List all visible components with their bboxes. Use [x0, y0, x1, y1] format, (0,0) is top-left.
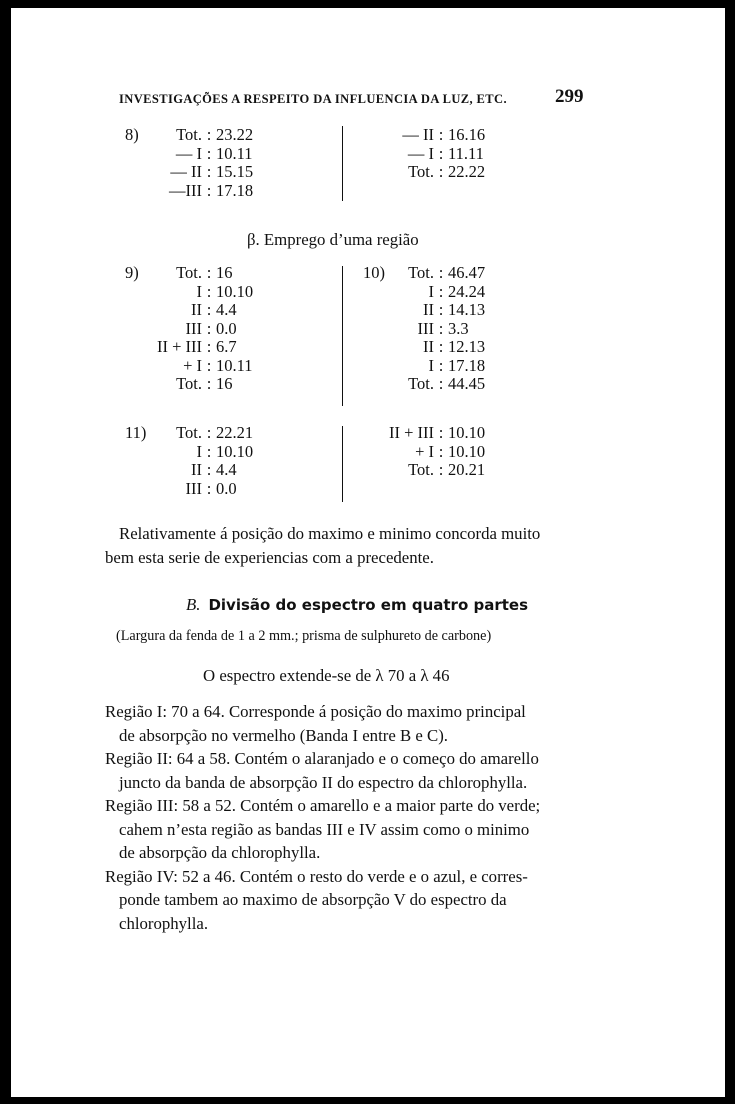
row-value: 4.4 [216, 460, 237, 479]
text-line: Região IV: 52 a 46. Contém o resto do verde e o azul, e corres- [105, 866, 528, 886]
table-left-column [145, 424, 345, 498]
table-row: Tot. : 46.47 [365, 264, 565, 283]
text-line: cahem n’esta região as bandas III e IV assim como o minimo [119, 819, 530, 839]
row-label: I [428, 281, 434, 301]
text-line: Região III: 58 a 52. Contém o amarello e a maior parte do verde; [105, 796, 541, 815]
row-label: II [423, 337, 434, 356]
table-row: II : 4.4 [145, 461, 345, 480]
row-label: — I [175, 143, 202, 163]
row-value: 10.11 [216, 143, 253, 163]
row-value: 20.21 [448, 460, 486, 479]
table-row: — II : 16.16 [371, 126, 571, 145]
table-left-column [145, 126, 365, 200]
table-divider [342, 426, 343, 502]
row-value: 15.15 [216, 162, 254, 181]
table-number: 9) [125, 263, 139, 282]
row-label: Tot. [408, 374, 434, 393]
table-row: I : 10.10 [145, 443, 345, 462]
text-line: juncto da banda de absorpção II do espectro da chlorophylla. [119, 772, 528, 792]
row-value: 0.0 [216, 318, 237, 338]
row-value: 16 [216, 263, 233, 282]
section-heading-b [186, 593, 528, 617]
table-divider [342, 126, 343, 201]
table-row: — I : 11.11 [371, 145, 571, 164]
row-label: II + III [388, 423, 434, 442]
table-row: Tot. : 23.22 [145, 126, 365, 145]
row-label: + I [415, 441, 434, 461]
text-line: Região I: 70 a 64. Corresponde á posição do maximo principal [105, 702, 526, 721]
row-value: 11.11 [448, 143, 484, 163]
row-value: 17.18 [448, 355, 486, 375]
row-label: Tot. [408, 460, 434, 479]
table-row: II : 12.13 [365, 338, 565, 357]
row-value: 10.10 [448, 441, 486, 461]
table-row: + I : 10.10 [365, 443, 565, 462]
row-label: Tot. [408, 263, 434, 282]
row-label: III [185, 478, 202, 498]
table-row: Tot. : 16 [115, 264, 335, 283]
row-label: Tot. [176, 374, 202, 393]
region-list [105, 700, 587, 935]
row-value: 24.24 [448, 281, 486, 301]
row-value: 10.10 [216, 281, 254, 301]
table-column [115, 264, 335, 394]
text-line: chlorophylla. [119, 913, 209, 933]
table-row: I : 24.24 [365, 283, 565, 302]
table-divider [342, 266, 343, 406]
table-row: II : 14.13 [365, 301, 565, 320]
row-value: 0.0 [216, 478, 237, 498]
text-line: Região II: 64 a 58. Contém o alaranjado e o começo do amarello [105, 749, 539, 768]
row-label: II [423, 300, 434, 319]
table-right-column [365, 424, 565, 480]
row-label: Tot. [176, 423, 202, 442]
table-row: Tot. : 22.21 [145, 424, 345, 443]
text-line: ponde tambem ao maximo de absorpção V do espectro da [119, 890, 507, 909]
table-number: 10) [363, 263, 385, 282]
table-row: III : 0.0 [115, 320, 335, 339]
row-label: III [185, 318, 202, 338]
row-value: 6.7 [216, 337, 237, 356]
section-heading-beta: β. Emprego d’uma região [247, 230, 419, 249]
row-value: 3.3 [448, 318, 469, 338]
text-line: de absorpção no vermelho (Banda I entre B e C). [119, 725, 448, 745]
table-row: II + III : 6.7 [115, 338, 335, 357]
table-row: Tot. : 20.21 [365, 461, 565, 480]
table-row: II : 4.4 [115, 301, 335, 320]
spectrum-range: O espectro extende-se de λ 70 a λ 46 [203, 666, 450, 685]
table-row: —III : 17.18 [145, 182, 365, 201]
row-label: II + III [156, 337, 202, 356]
row-label: II [191, 460, 202, 479]
table-column [365, 264, 565, 394]
table-number: 8) [125, 125, 139, 144]
row-value: 4.4 [216, 300, 237, 319]
row-label: —III [169, 180, 202, 200]
region-entry-3 [105, 794, 587, 865]
row-value: 22.21 [216, 423, 254, 442]
page-number: 299 [555, 86, 584, 107]
row-value: 14.13 [448, 300, 486, 319]
row-label: — II [402, 125, 434, 144]
row-value: 23.22 [216, 125, 254, 144]
method-note: (Largura da fenda de 1 a 2 mm.; prisma de sulphureto de carbone) [116, 628, 492, 644]
table-row: Tot. : 22.22 [371, 163, 571, 182]
text-line: Relativamente á posição do maximo e minimo concorda muito [119, 524, 541, 543]
row-label: I [196, 441, 202, 461]
row-label: Tot. [176, 125, 202, 144]
row-value: 17.18 [216, 180, 254, 200]
row-value: 12.13 [448, 337, 486, 356]
row-label: I [196, 281, 202, 301]
section-letter: B. [186, 595, 201, 614]
row-value: 44.45 [448, 374, 486, 393]
table-row: I : 17.18 [365, 357, 565, 376]
paragraph-comparison [105, 522, 587, 569]
table-row: III : 0.0 [145, 480, 345, 499]
table-row: Tot. : 16 [115, 375, 335, 394]
region-entry-4 [105, 865, 587, 936]
row-value: 22.22 [448, 162, 486, 181]
row-label: I [428, 355, 434, 375]
table-row: I : 10.10 [115, 283, 335, 302]
document-page [11, 8, 725, 1097]
row-label: + I [183, 355, 202, 375]
row-value: 16.16 [448, 125, 486, 144]
region-entry-1 [105, 700, 587, 747]
running-header: INVESTIGAÇÕES A RESPEITO DA INFLUENCIA DA LUZ, ETC. [119, 92, 507, 106]
row-label: Tot. [408, 162, 434, 181]
table-number: 11) [125, 423, 147, 442]
text-line: de absorpção da chlorophylla. [119, 843, 321, 862]
row-value: 10.11 [216, 355, 253, 375]
table-row: — II : 15.15 [145, 163, 365, 182]
row-value: 46.47 [448, 263, 486, 282]
row-value: 10.10 [216, 441, 254, 461]
row-label: — I [407, 143, 434, 163]
region-entry-2 [105, 747, 587, 794]
text-line: bem esta serie de experiencias com a precedente. [105, 547, 434, 567]
table-row: + I : 10.11 [115, 357, 335, 376]
table-row: — I : 10.11 [145, 145, 365, 164]
table-row: III : 3.3 [365, 320, 565, 339]
row-value: 16 [216, 374, 233, 393]
row-label: — II [170, 162, 202, 181]
table-right-column [371, 126, 571, 182]
row-label: II [191, 300, 202, 319]
table-row: II + III : 10.10 [365, 424, 565, 443]
row-label: III [417, 318, 434, 338]
table-row: Tot. : 44.45 [365, 375, 565, 394]
row-value: 10.10 [448, 423, 486, 442]
row-label: Tot. [176, 263, 202, 282]
section-title: Divisão do espectro em quatro partes [208, 596, 528, 614]
